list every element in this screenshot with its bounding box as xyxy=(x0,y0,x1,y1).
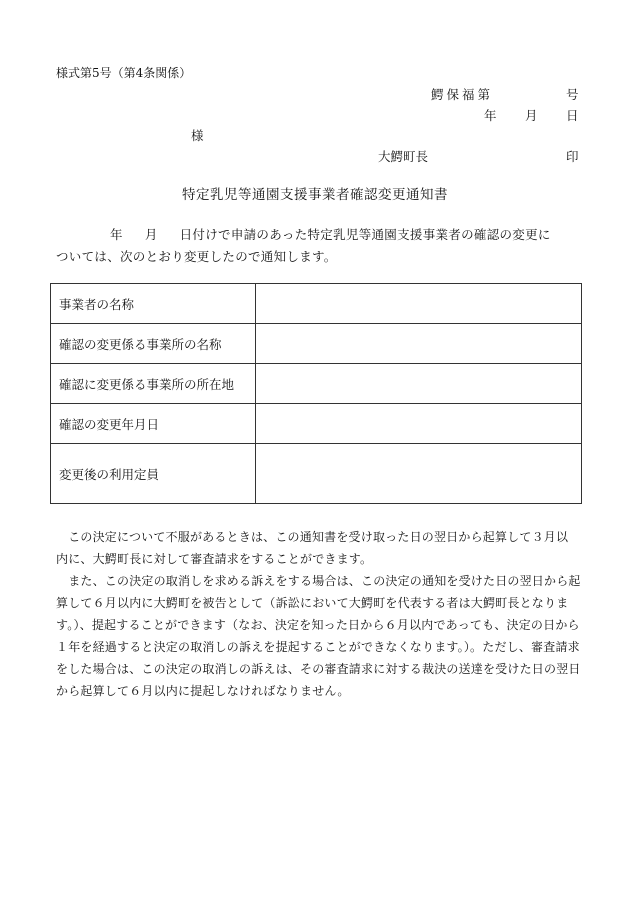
table-row xyxy=(51,444,582,504)
date-day-label: 日 xyxy=(566,108,579,123)
date-month-label: 月 xyxy=(525,108,538,123)
row-label: 確認の変更年月日 xyxy=(51,404,256,444)
change-details-table xyxy=(50,283,582,504)
form-number: 様式第5号（第4条関係） xyxy=(56,66,192,80)
notice-line: １年を経過すると決定の取消しの訴えを提起することができなくなります。）。ただし、審査請求 xyxy=(56,640,580,654)
document-number-prefix: 鰐保福第 xyxy=(431,87,494,102)
row-value xyxy=(256,364,582,404)
row-value xyxy=(256,324,582,364)
notice-line: また、この決定の取消しを求める訴えをする場合は、この決定の通知を受けた日の翌日から起 xyxy=(56,574,581,588)
body-year-label: 年 xyxy=(110,227,123,242)
notice-line: 内に、大鰐町長に対して審査請求をすることができます。 xyxy=(56,552,373,566)
row-value xyxy=(256,284,582,324)
notice-line: す。）、提起することができます（なお、決定を知った日から６月以内であっても、決定の日から xyxy=(56,618,580,632)
document-number-suffix: 号 xyxy=(566,87,579,102)
row-label: 確認の変更係る事業所の名称 xyxy=(51,324,256,364)
notice-line: から起算して６月以内に提起しなければなりません。 xyxy=(56,684,350,698)
body-month-label: 月 xyxy=(144,227,158,242)
row-value xyxy=(256,444,582,504)
table-row xyxy=(51,284,582,324)
sender-name: 大鰐町長 xyxy=(378,149,429,164)
notice-line: 算して６月以内に大鰐町を被告として（訴訟において大鰐町を代表する者は大鰐町長となりま xyxy=(56,596,569,610)
body-line-1 xyxy=(56,225,551,243)
table-row xyxy=(51,364,582,404)
row-label: 事業者の名称 xyxy=(51,284,256,324)
notice-line: この決定について不服があるときは、この通知書を受け取った日の翌日から起算して３月以 xyxy=(56,530,569,544)
row-label: 変更後の利用定員 xyxy=(51,444,256,504)
body-line-1-text: 日付けで申請のあった特定乳児等通園支援事業者の確認の変更に xyxy=(179,227,551,242)
date-year-label: 年 xyxy=(484,108,497,123)
row-label: 確認に変更係る事業所の所在地 xyxy=(51,364,256,404)
document-title: 特定乳児等通園支援事業者確認変更通知書 xyxy=(182,187,448,203)
recipient-suffix: 様 xyxy=(191,128,204,143)
seal-mark: 印 xyxy=(566,149,579,164)
body-line-2: ついては、次のとおり変更したので通知します。 xyxy=(56,249,337,264)
table-row xyxy=(51,324,582,364)
notice-line: をした場合は、この決定の取消しの訴えは、その審査請求に対する裁決の送達を受けた日の翌日 xyxy=(56,662,581,676)
table-row xyxy=(51,404,582,444)
row-value xyxy=(256,404,582,444)
